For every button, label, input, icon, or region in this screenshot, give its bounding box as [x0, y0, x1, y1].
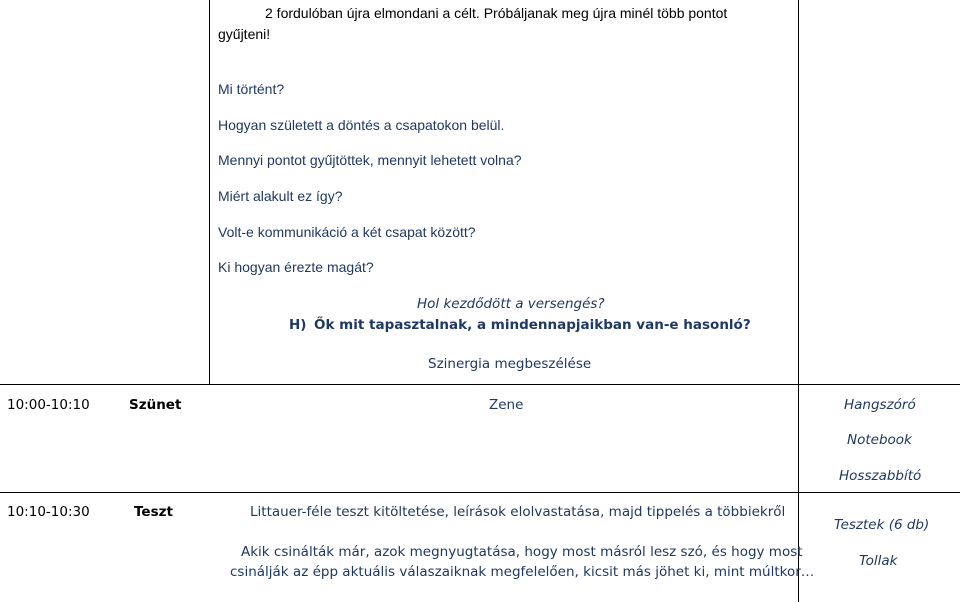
row-desc-break: Zene	[489, 397, 524, 413]
tool-pens: Tollak	[859, 553, 898, 569]
question-5: Volt-e kommunikáció a két csapat között?	[218, 224, 476, 240]
competition-question: Hol kezdődött a versengés?	[417, 296, 605, 312]
row-time-test: 10:10-10:30	[7, 504, 90, 520]
question-4: Miért alakult ez így?	[218, 188, 343, 204]
tool-tests: Tesztek (6 db)	[834, 517, 930, 533]
h-item-marker: H)	[289, 317, 307, 333]
row-divider-1	[0, 384, 960, 385]
column-divider-left	[209, 0, 210, 384]
column-divider-right	[798, 0, 799, 602]
question-6: Ki hogyan érezte magát?	[218, 259, 374, 275]
question-1: Mi történt?	[218, 81, 285, 97]
instruction-line-2: gyűjteni!	[218, 26, 271, 42]
row-desc-test-1: Littauer-féle teszt kitöltetése, leírások elolvastatása, majd tippelés a többiekről	[250, 504, 786, 520]
synergy-discussion: Szinergia megbeszélése	[428, 356, 592, 372]
instruction-line-1: 2 fordulóban újra elmondani a célt. Próbáljanak meg újra minél több pontot	[265, 5, 728, 21]
row-time-break: 10:00-10:10	[7, 397, 90, 413]
row-title-break: Szünet	[129, 397, 182, 413]
row-divider-2	[0, 492, 960, 493]
row-desc-test-3: csinálják az épp aktuális válaszaiknak megfelelően, kicsit más jöhet ki, mint múltkor…	[230, 564, 815, 580]
question-3: Mennyi pontot gyűjtöttek, mennyit lehetett volna?	[218, 152, 522, 168]
tool-notebook: Notebook	[847, 432, 912, 448]
tool-extension-cord: Hosszabbító	[839, 468, 922, 484]
row-title-test: Teszt	[134, 504, 173, 520]
row-desc-test-2: Akik csinálták már, azok megnyugtatása, hogy most másról lesz szó, és hogy most	[241, 544, 803, 560]
h-item-text: Ők mit tapasztalnak, a mindennapjaikban van-e hasonló?	[314, 317, 751, 333]
tool-speaker: Hangszóró	[844, 397, 916, 413]
question-2: Hogyan született a döntés a csapatokon belül.	[218, 117, 505, 133]
